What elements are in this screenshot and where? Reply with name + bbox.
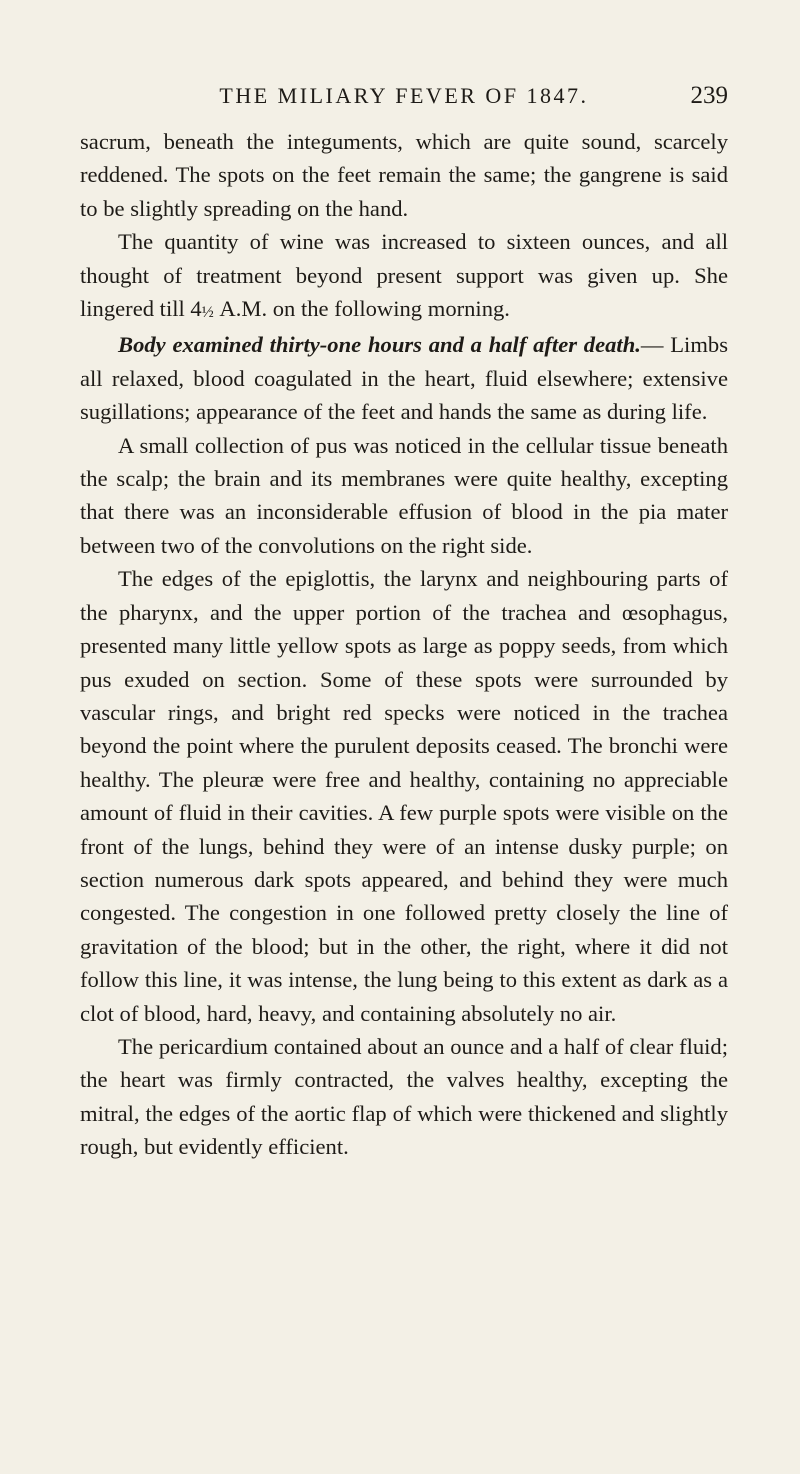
body-text — [80, 125, 728, 1164]
running-title: THE MILIARY FEVER OF 1847. — [219, 83, 589, 108]
section-lead-in: Body examined thirty-one hours and a half after death. — [118, 332, 641, 358]
paragraph-continued — [80, 125, 728, 225]
paragraph-text: The pericardium contained about an ounce and a half of clear fluid; the heart was firmly contracted, the valves healthy, excepting the mitral, the edges of the aortic flap of which were thickened and slightly rough, but evidently efficient. — [80, 1033, 728, 1160]
paragraph-heart — [80, 1030, 728, 1164]
paragraph-text: — Limbs all relaxed, blood coagulated in the heart, fluid elsewhere; extensive sugillations; appearance of the feet and hands the same as during life. — [80, 332, 728, 425]
paragraph-text: The edges of the epiglottis, the larynx and neighbouring parts of the pharynx, and the upper portion of the trachea and œsophagus, presented many little yellow spots as large as poppy seeds, from which pus exuded on section. Some of these spots were surrounded by vascular rings, and bright red specks were noticed in the trachea beyond the point where the purulent deposits ceased. The bronchi were healthy. The pleuræ were free and healthy, containing no appreciable amount of fluid in their cavities. A few purple spots were visible on the front of the lungs, behind they were of an intense dusky purple; on section numerous dark spots appeared, and behind they were much congested. The congestion in one followed pretty closely the line of gravitation of the blood; but in the other, the right, where it did not follow this line, it was intense, the lung being to this extent as dark as a clot of blood, hard, heavy, and containing absolutely no air. — [80, 566, 728, 1026]
paragraph-text: on the following morning. — [267, 296, 510, 322]
paragraph-text: The quantity of wine was increased to sixteen ounces, and all thought of treatment beyond present support was given up. She lingered till 4 — [80, 229, 728, 322]
paragraph-text: sacrum, beneath the integuments, which are quite sound, scarcely reddened. The spots on the feet remain the same; the gangrene is said to be slightly spreading on the hand. — [80, 129, 728, 221]
running-head — [80, 76, 728, 116]
paragraph-text: A small collection of pus was noticed in the cellular tissue beneath the scalp; the brain and its membranes were quite healthy, excepting that there was an inconsiderable effusion of blood in the pia mater between two of the convolutions on the right side. — [80, 432, 728, 558]
time-fraction: ½ — [201, 304, 214, 322]
paragraph-wine — [80, 225, 728, 328]
paragraph-post-mortem — [80, 328, 728, 428]
time-suffix: A.M. — [219, 296, 268, 322]
paragraph-throat-lungs — [80, 562, 728, 1030]
page-number: 239 — [690, 82, 728, 109]
paragraph-scalp — [80, 429, 728, 563]
